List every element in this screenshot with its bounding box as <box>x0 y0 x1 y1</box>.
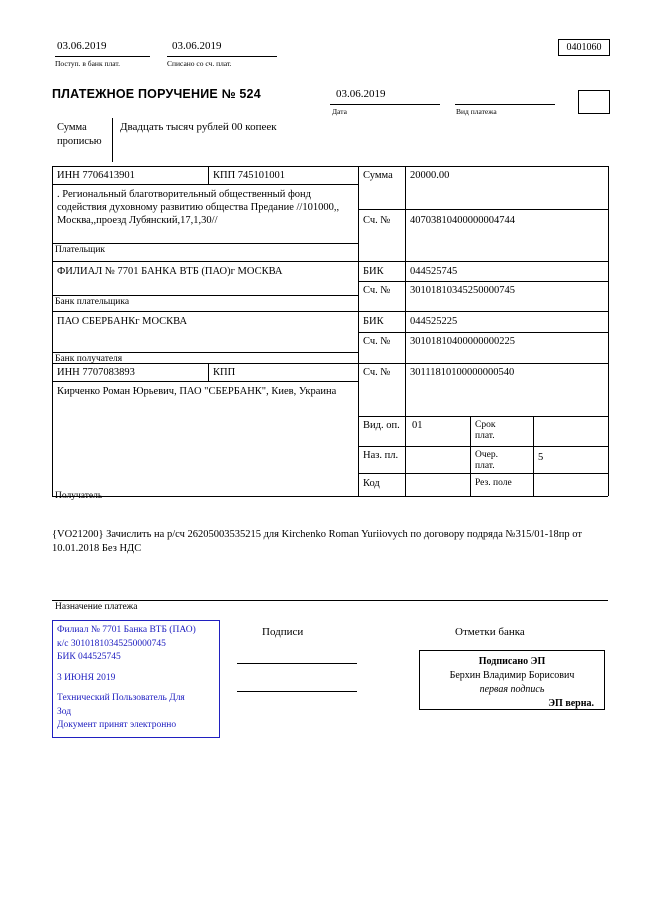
page-title: ПЛАТЕЖНОЕ ПОРУЧЕНИЕ № 524 <box>52 87 261 101</box>
payee-inn-value: 7707083893 <box>82 367 135 378</box>
payer-bank-name: ФИЛИАЛ № 7701 БАНКА ВТБ (ПАО)г МОСКВА <box>57 266 283 277</box>
date-written-off-value: 03.06.2019 <box>172 40 222 52</box>
reserve-label: Рез. поле <box>475 478 512 488</box>
payee-bank-caption: Банк получателя <box>55 354 123 364</box>
payer-caption: Плательщик <box>55 245 106 255</box>
codes-divider-1 <box>470 416 471 496</box>
amount-value: 20000.00 <box>410 170 450 181</box>
payer-kpp-value: 745101001 <box>237 170 286 181</box>
codes-row1-bottom <box>358 446 608 447</box>
payer-inn <box>57 169 135 182</box>
esign-title: Подписано ЭП <box>478 656 546 667</box>
esign-name: Берхин Владимир Борисович <box>449 670 575 681</box>
payee-bank-block-bottom-border <box>52 363 358 364</box>
payee-caption: Получатель <box>55 491 103 501</box>
payee-bank-bottom-border <box>52 352 358 353</box>
payee-kpp-label: КПП <box>213 367 236 378</box>
payer-bank-caption: Банк плательщика <box>55 297 130 307</box>
payer-kpp-label: КПП <box>213 170 236 181</box>
date-received-label: Поступ. в банк плат. <box>55 59 120 68</box>
stamp-line-4: 3 ИЮНЯ 2019 <box>57 672 116 683</box>
amount-words-label-2: прописью <box>57 136 102 147</box>
payee-account-bottom-border <box>358 416 608 417</box>
stamp-line-5: Технический Пользователь Для <box>57 693 185 703</box>
operation-type-value: 01 <box>412 420 423 431</box>
order-label-line2: плат. <box>475 461 495 471</box>
payer-bank-bik-label: БИК <box>363 266 384 277</box>
stamp-line-6: Зод <box>57 706 72 717</box>
date-written-off-label: Списано со сч. плат. <box>167 59 232 68</box>
payee-bank-account-value: 30101810400000000225 <box>410 336 515 347</box>
payee-kpp <box>213 366 235 379</box>
payer-inn-bottom-border <box>52 184 358 185</box>
payer-block-bottom-border <box>52 261 358 262</box>
amount-bottom-border <box>358 209 608 210</box>
stamp-line-2: к/с 30101810345250000745 <box>57 638 166 649</box>
signature-rule-2 <box>237 691 357 692</box>
payee-bank-account-bottom-border <box>358 363 608 364</box>
form-code: 0401060 <box>558 39 610 56</box>
codes-divider-2 <box>533 416 534 496</box>
order-value: 5 <box>538 452 544 463</box>
code-label: Код <box>363 478 380 489</box>
payer-name-bottom-border <box>52 243 358 244</box>
payee-inn-bottom-border <box>52 381 358 382</box>
payer-name: . Региональный благотворительный общественный фонд содействия духовному развитию общества Предание //101000,, Москва,,проезд Лубянский,17,1,30// <box>57 189 340 226</box>
stamp-gap-1 <box>57 665 215 672</box>
payer-bank-block-bottom-border <box>52 311 358 312</box>
table-bottom-border <box>52 496 608 497</box>
payment-type-rule <box>455 104 555 105</box>
operation-type-label: Вид. оп. <box>363 420 400 431</box>
doc-date-rule <box>330 104 440 105</box>
purpose-caption: Назначение платежа <box>55 602 138 612</box>
payer-account-label: Сч. № <box>363 215 391 226</box>
payer-kpp <box>213 169 285 182</box>
payee-inn <box>57 366 135 379</box>
term-label-line2: плат. <box>475 431 495 441</box>
esign-role: первая подпись <box>479 684 545 695</box>
payer-bank-bottom-border <box>52 295 358 296</box>
payee-bank-bik-bottom-border <box>358 332 608 333</box>
payee-bank-bik-label: БИК <box>363 316 384 327</box>
purpose-text: {VO21200} Зачислить на р/сч 26205003535215 для Kirchenko Roman Yuriiovych по договору подряда №315/01-18пр от 10.01.2018 Без НДС <box>52 529 582 554</box>
payer-bank-account-bottom-border <box>358 311 608 312</box>
amount-words-value: Двадцать тысяч рублей 00 копеек <box>120 121 277 133</box>
table-right-border <box>608 166 609 496</box>
stamp-gap-2 <box>57 685 215 692</box>
payer-bank-bik-value: 044525745 <box>410 266 458 277</box>
payer-bank-account-value: 30101810345250000745 <box>410 285 515 296</box>
stamp-line-1: Филиал № 7701 Банка ВТБ (ПАО) <box>57 625 196 635</box>
codes-row2-bottom <box>358 473 608 474</box>
electronic-signature-box <box>419 650 605 710</box>
payer-bank-bik-bottom-border <box>358 281 608 282</box>
payee-bank-account-label: Сч. № <box>363 336 391 347</box>
purpose-bottom-border <box>52 600 608 601</box>
date-received-value: 03.06.2019 <box>57 40 107 52</box>
term-label-line1: Срок <box>475 420 496 430</box>
payer-inn-kpp-divider <box>208 166 209 184</box>
stamp-line-7: Документ принят электронно <box>57 720 177 730</box>
bank-stamp <box>52 620 220 738</box>
payer-inn-value: 7706413901 <box>82 170 135 181</box>
amount-words-label-1: Сумма <box>57 122 87 133</box>
signatures-label: Подписи <box>262 626 304 638</box>
payee-inn-label: ИНН <box>57 367 80 378</box>
bank-marks-label: Отметки банка <box>455 626 525 638</box>
amount-words-divider <box>112 118 113 162</box>
date-written-off-rule <box>167 56 277 57</box>
payee-bank-bik-value: 044525225 <box>410 316 458 327</box>
stamp-line-3: БИК 044525745 <box>57 652 121 662</box>
esign-verified: ЭП верна. <box>548 698 594 709</box>
order-label-line1: Очер. <box>475 450 498 460</box>
signature-rule-1 <box>237 663 357 664</box>
table-left-border <box>52 166 53 496</box>
date-received-rule <box>55 56 150 57</box>
amount-label: Сумма <box>363 170 393 181</box>
payment-type-label: Вид платежа <box>456 107 497 116</box>
payer-inn-label: ИНН <box>57 170 80 181</box>
doc-date-value: 03.06.2019 <box>336 88 386 100</box>
table-top-border <box>52 166 608 167</box>
payee-name: Кирченко Роман Юрьевич, ПАО "СБЕРБАНК", Киев, Украина <box>57 386 337 397</box>
purpose-code-label: Наз. пл. <box>363 450 399 461</box>
payer-account-value: 40703810400000004744 <box>410 215 515 226</box>
payment-type-box <box>578 90 610 114</box>
payer-bank-account-label: Сч. № <box>363 285 391 296</box>
payee-inn-kpp-divider <box>208 363 209 381</box>
doc-date-label: Дата <box>332 107 347 116</box>
payee-account-label: Сч. № <box>363 367 391 378</box>
payee-bank-name: ПАО СБЕРБАНКг МОСКВА <box>57 316 188 327</box>
payee-account-value: 30111810100000000540 <box>410 367 515 378</box>
payer-account-bottom-border <box>358 261 608 262</box>
